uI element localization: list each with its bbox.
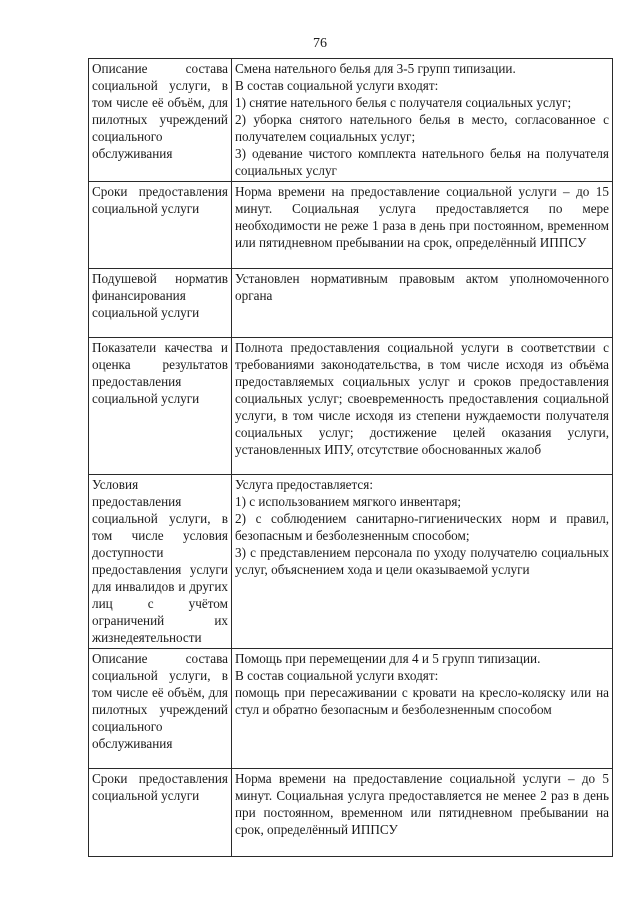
row-content [232,59,613,182]
table-row [89,59,613,182]
row-content [232,269,613,338]
services-table [88,58,613,857]
content-line: Норма времени на предоставление социальной услуги – до 15 минут. Социальная услуга предоставляется по мере необходимости не реже 1 раза в день при постоянном, временном или пятидневном пребывании на срок, определённый ИППСУ [235,184,609,250]
content-line: 2) с соблюдением санитарно-гигиенических норм и правил, безопасным и безболезненным способом; [235,511,609,543]
page-number: 76 [313,36,327,51]
row-content [232,475,613,649]
row-content [232,182,613,269]
row-label: Условия предоставления социальной услуги, в том числе условия доступности предоставления услуги для инвалидов и других лиц с учётом ограничений их жизнедеятельности [89,475,232,649]
table-row [89,182,613,269]
content-line: Помощь при перемещении для 4 и 5 групп типизации. [235,651,541,666]
row-label: Сроки предоставления социальной услуги [89,769,232,857]
row-label: Показатели качества и оценка результатов предоставления социальной услуги [89,338,232,475]
content-line: 3) одевание чистого комплекта нательного белья на получателя социальных услуг [235,146,609,178]
content-line: 1) с использованием мягкого инвентаря; [235,494,462,509]
table-row [89,769,613,857]
content-line: Норма времени на предоставление социальной услуги – до 5 минут. Социальная услуга предоставляется не менее 2 раз в день при постоянном, временном или пятидневном пребывании на срок, определённый ИППСУ [235,771,609,837]
table-row [89,649,613,769]
content-line: помощь при пересаживании с кровати на кресло-коляску или на стул и обратно безопасным и безболезненным способом [235,685,609,717]
row-label: Сроки предоставления социальной услуги [89,182,232,269]
content-line: 1) снятие нательного белья с получателя социальных услуг; [235,95,572,110]
table-row [89,475,613,649]
row-label: Подушевой норматив финансирования социальной услуги [89,269,232,338]
content-line: В состав социальной услуги входят: [235,78,439,93]
content-line: Установлен нормативным правовым актом уполномоченного органа [235,271,609,303]
content-line: 3) с представлением персонала по уходу получателю социальных услуг, объяснением хода и цели оказываемой услуги [235,545,609,577]
table-row [89,338,613,475]
content-line: Услуга предоставляется: [235,477,373,492]
content-line: 2) уборка снятого нательного белья в место, согласованное с получателем социальных услуг; [235,112,609,144]
row-label: Описание состава социальной услуги, в том числе её объём, для пилотных учреждений социального обслуживания [89,649,232,769]
row-label: Описание состава социальной услуги, в том числе её объём, для пилотных учреждений социального обслуживания [89,59,232,182]
table-row [89,269,613,338]
content-line: Полнота предоставления социальной услуги в соответствии с требованиями законодательства, в том числе исходя из объёма предоставляемых социальных услуг и сроков предоставления социальных услуг; своевременность предоставления социальной услуги, в том числе исходя из степени нуждаемости получателя социальных услуг; достижение целей оказания услуги, установленных ИПУ, отсутствие обоснованных жалоб [235,340,609,457]
row-content [232,769,613,857]
row-content [232,649,613,769]
content-line: В состав социальной услуги входят: [235,668,439,683]
content-line: Смена нательного белья для 3-5 групп типизации. [235,61,516,76]
row-content [232,338,613,475]
